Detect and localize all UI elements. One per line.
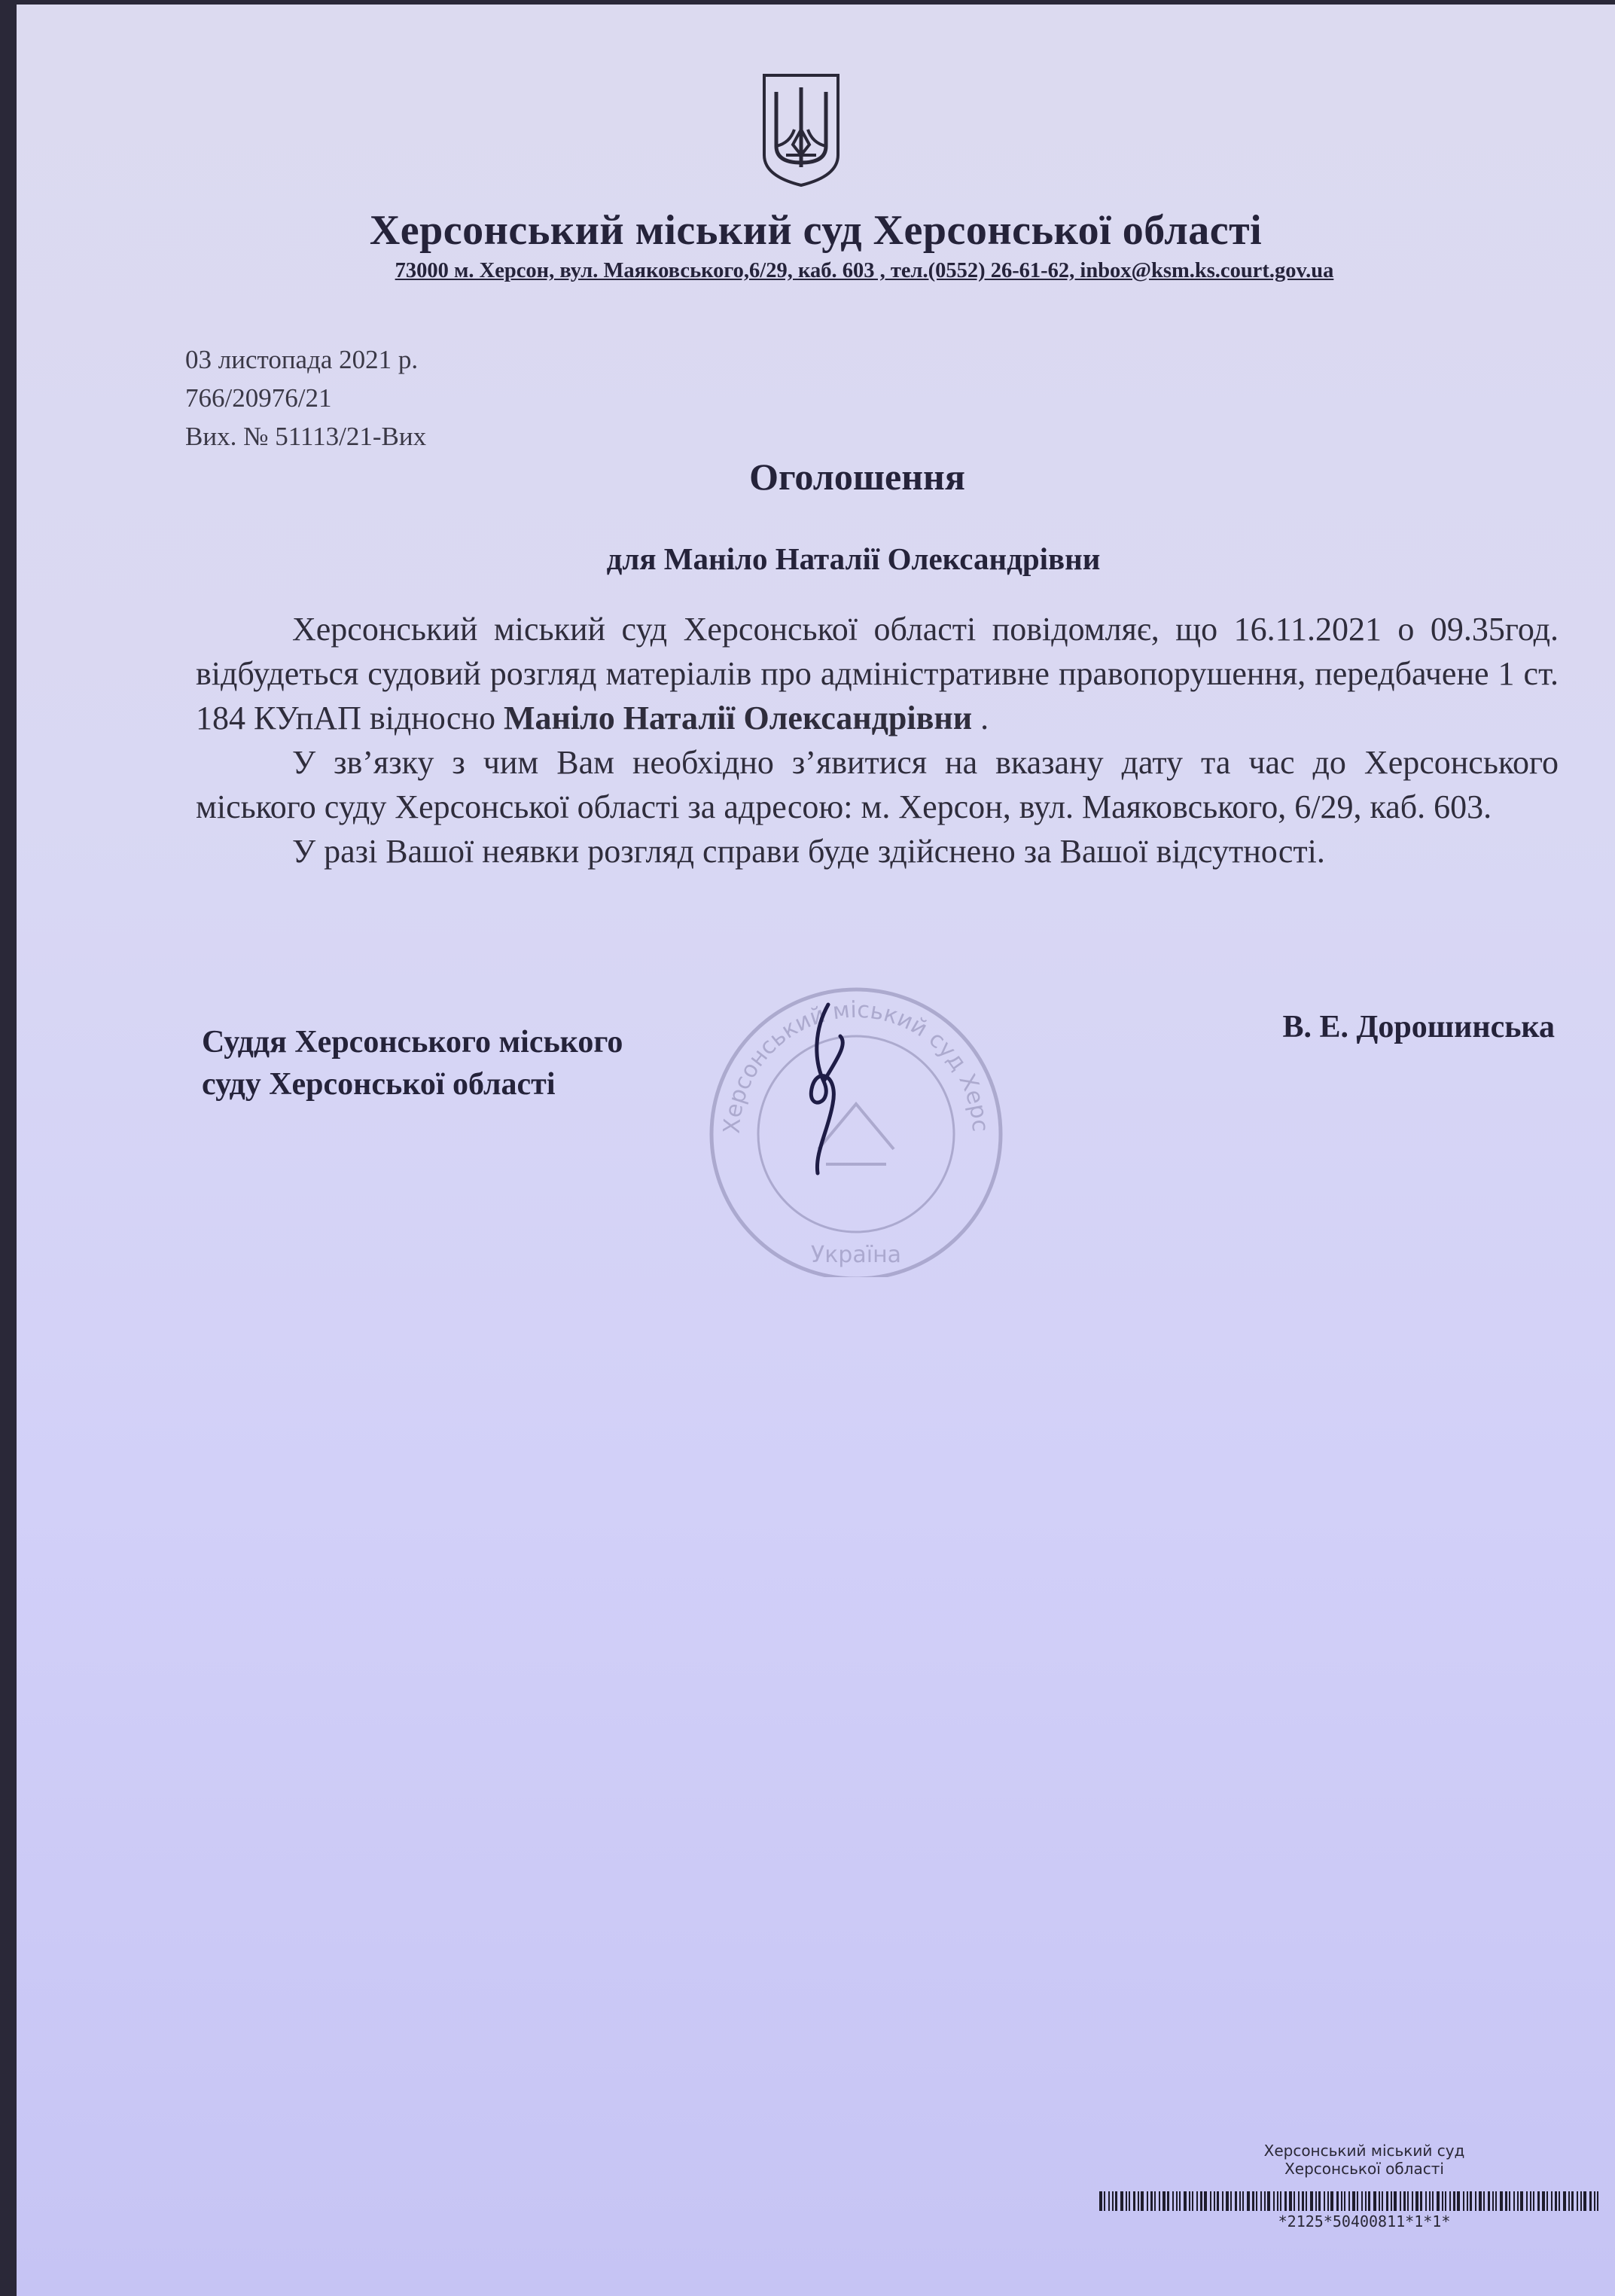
document-title: Оголошення — [749, 456, 965, 498]
judge-title — [202, 1021, 774, 1105]
barcode — [1099, 2191, 1599, 2211]
court-name-heading: Херсонський міський суд Херсонської області — [369, 207, 1263, 254]
footer-court-line-2: Херсонської області — [1284, 2160, 1444, 2178]
trident-emblem-icon — [760, 71, 843, 190]
footer-court-label — [1191, 2142, 1537, 2178]
barcode-number: *2125*50400811*1*1* — [1278, 2212, 1451, 2230]
case-number: 766/20976/21 — [185, 383, 332, 413]
judge-title-line-2: суду Херсонської області — [202, 1067, 556, 1102]
paragraph-hearing-text: Херсонський міський суд Херсонської області повідомляє, що 16.11.2021 о 09.35год. відбудеться судовий розгляд матеріалів про адміністративне правопорушення, передбачене 1 ст. 184 КУпАП відносно — [196, 611, 1559, 736]
court-address-line: 73000 м. Херсон, вул. Маяковського,6/29, каб. 603 , тел.(0552) 26-61-62, inbox@ksm.ks.court.gov.ua — [395, 259, 1334, 282]
document-date: 03 листопада 2021 р. — [185, 345, 419, 374]
paragraph-absence: У разі Вашої неявки розгляд справи буде здійснено за Вашої відсутності. — [292, 833, 1325, 870]
paragraph-hearing — [196, 607, 1559, 740]
document-page — [17, 5, 1615, 2296]
paragraph-hearing-end: . — [972, 700, 989, 736]
addressee-line: для Маніло Наталії Олександрівни — [606, 541, 1101, 576]
outgoing-number: Вих. № 51113/21-Вих — [185, 422, 427, 451]
seal-text: Херсонський міський суд Херс — [718, 996, 994, 1135]
judge-title-line-1: Суддя Херсонського міського — [202, 1025, 623, 1060]
defendant-name: Маніло Наталії Олександрівни — [503, 700, 973, 736]
judge-name: В. Е. Дорошинська — [1282, 1010, 1555, 1044]
handwritten-signature — [785, 999, 867, 1179]
seal-country-text: Україна — [810, 1242, 902, 1268]
notice-body — [196, 607, 1559, 874]
paragraph-appearance: У зв’язку з чим Вам необхідно з’явитися на вказану дату та час до Херсонського міського суду Херсонської області за адресою: м. Херсон, вул. Маяковського, 6/29, каб. 603. — [196, 744, 1559, 825]
footer-court-line-1: Херсонський міський суд — [1263, 2142, 1465, 2160]
